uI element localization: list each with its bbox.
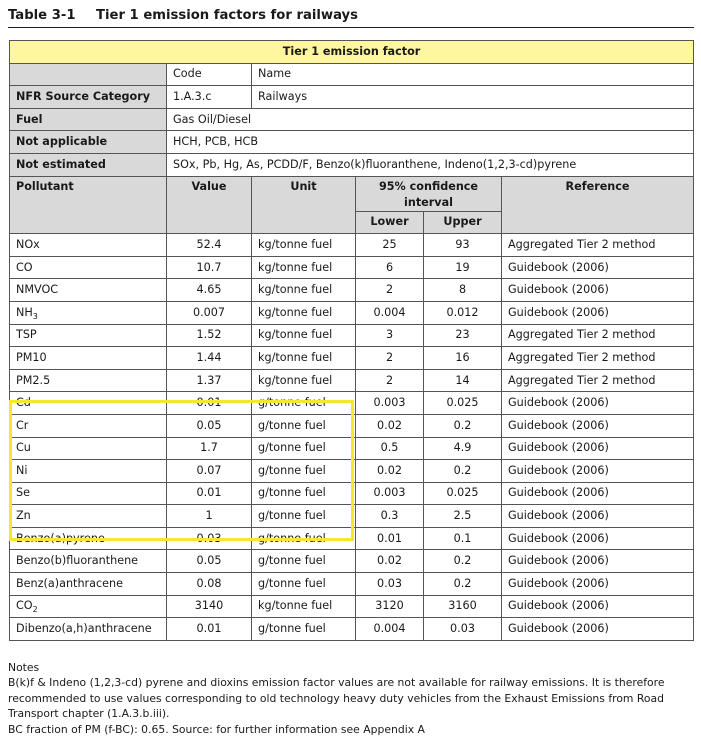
unit-cell: g/tonne fuel (252, 527, 356, 550)
lower-cell: 6 (356, 256, 424, 279)
lower-cell: 0.003 (356, 392, 424, 415)
reference-cell: Guidebook (2006) (502, 550, 694, 573)
value-cell: 0.01 (167, 392, 252, 415)
pollutant-cell: Se (10, 482, 167, 505)
unit-cell: g/tonne fuel (252, 505, 356, 528)
emission-factor-table (9, 40, 694, 641)
reference-cell: Guidebook (2006) (502, 256, 694, 279)
table-row (10, 437, 694, 460)
unit-cell: kg/tonne fuel (252, 324, 356, 347)
table-row (10, 482, 694, 505)
lower-cell: 0.03 (356, 573, 424, 596)
reference-cell: Guidebook (2006) (502, 279, 694, 302)
lower-header: Lower (356, 211, 424, 234)
nfr-name: Railways (252, 86, 694, 109)
table-title: Tier 1 emission factors for railways (96, 8, 359, 23)
unit-cell: kg/tonne fuel (252, 347, 356, 370)
value-cell: 0.08 (167, 573, 252, 596)
lower-cell: 3120 (356, 595, 424, 618)
lower-cell: 3 (356, 324, 424, 347)
notes-paragraph-2: BC fraction of PM (f-BC): 0.65. Source: for further information see Appendix A (8, 722, 425, 736)
not-applicable-label: Not applicable (10, 131, 167, 154)
table-row (10, 347, 694, 370)
pollutant-cell (10, 301, 167, 324)
value-cell: 4.65 (167, 279, 252, 302)
column-header-row (10, 176, 694, 211)
unit-cell: g/tonne fuel (252, 460, 356, 483)
lower-cell: 0.004 (356, 301, 424, 324)
pollutant-cell: Benz(a)anthracene (10, 573, 167, 596)
blank-cell (10, 63, 167, 86)
value-cell: 0.05 (167, 414, 252, 437)
title-row (10, 41, 694, 64)
pollutant-cell: Ni (10, 460, 167, 483)
reference-cell: Guidebook (2006) (502, 573, 694, 596)
reference-cell: Aggregated Tier 2 method (502, 369, 694, 392)
lower-cell: 2 (356, 347, 424, 370)
value-cell: 1.52 (167, 324, 252, 347)
table-number: Table 3-1 (8, 8, 76, 23)
value-cell: 1.44 (167, 347, 252, 370)
lower-cell: 0.004 (356, 618, 424, 641)
value-cell: 0.05 (167, 550, 252, 573)
not-estimated-label: Not estimated (10, 153, 167, 176)
pollutant-cell: PM10 (10, 347, 167, 370)
unit-cell: kg/tonne fuel (252, 369, 356, 392)
lower-cell: 2 (356, 279, 424, 302)
pollutant-name: CO (16, 599, 33, 613)
upper-cell: 3160 (424, 595, 502, 618)
lower-cell: 0.02 (356, 414, 424, 437)
upper-header: Upper (424, 211, 502, 234)
table-heading: Tier 1 emission factor (10, 41, 694, 64)
pollutant-cell: Cu (10, 437, 167, 460)
unit-header: Unit (252, 176, 356, 234)
upper-cell: 4.9 (424, 437, 502, 460)
lower-cell: 0.5 (356, 437, 424, 460)
unit-cell: g/tonne fuel (252, 618, 356, 641)
upper-cell: 23 (424, 324, 502, 347)
table-row (10, 573, 694, 596)
unit-cell: kg/tonne fuel (252, 256, 356, 279)
unit-cell: kg/tonne fuel (252, 234, 356, 257)
pollutant-cell: Cr (10, 414, 167, 437)
reference-cell: Guidebook (2006) (502, 301, 694, 324)
upper-cell: 19 (424, 256, 502, 279)
unit-cell: g/tonne fuel (252, 550, 356, 573)
nfr-row (10, 86, 694, 109)
unit-cell: g/tonne fuel (252, 573, 356, 596)
reference-cell: Aggregated Tier 2 method (502, 234, 694, 257)
not-applicable-value: HCH, PCB, HCB (167, 131, 694, 154)
lower-cell: 25 (356, 234, 424, 257)
upper-cell: 0.2 (424, 573, 502, 596)
pollutant-cell: NOx (10, 234, 167, 257)
reference-cell: Guidebook (2006) (502, 392, 694, 415)
fuel-label: Fuel (10, 108, 167, 131)
pollutant-cell: PM2.5 (10, 369, 167, 392)
pollutant-cell: Benzo(b)fluoranthene (10, 550, 167, 573)
pollutant-cell (10, 595, 167, 618)
upper-cell: 16 (424, 347, 502, 370)
reference-cell: Guidebook (2006) (502, 618, 694, 641)
upper-cell: 14 (424, 369, 502, 392)
pollutant-cell: CO (10, 256, 167, 279)
pollutant-subscript: 3 (32, 311, 38, 321)
pollutant-cell: NMVOC (10, 279, 167, 302)
unit-cell: g/tonne fuel (252, 482, 356, 505)
table-row (10, 234, 694, 257)
upper-cell: 0.2 (424, 550, 502, 573)
value-cell: 1.37 (167, 369, 252, 392)
reference-cell: Guidebook (2006) (502, 414, 694, 437)
table-row (10, 392, 694, 415)
unit-cell: kg/tonne fuel (252, 595, 356, 618)
not-estimated-value: SOx, Pb, Hg, As, PCDD/F, Benzo(k)fluoranthene, Indeno(1,2,3-cd)pyrene (167, 153, 694, 176)
unit-cell: kg/tonne fuel (252, 301, 356, 324)
confidence-interval-header: 95% confidence interval (356, 176, 502, 211)
reference-cell: Guidebook (2006) (502, 527, 694, 550)
table-row (10, 324, 694, 347)
reference-cell: Guidebook (2006) (502, 437, 694, 460)
not-estimated-row (10, 153, 694, 176)
lower-cell: 0.02 (356, 460, 424, 483)
pollutant-name: NH (16, 305, 33, 319)
lower-cell: 0.3 (356, 505, 424, 528)
table-caption (8, 8, 694, 28)
pollutant-cell: Cd (10, 392, 167, 415)
reference-cell: Aggregated Tier 2 method (502, 347, 694, 370)
notes-paragraph-1: B(k)f & Indeno (1,2,3-cd) pyrene and dioxins emission factor values are not available for railway emissions. It is therefore recommended to use values corresponding to old technology heavy duty vehicles from the Exhaust Emissions from Road Transport chapter (1.A.3.b.iii). (8, 676, 665, 721)
fuel-value: Gas Oil/Diesel (167, 108, 694, 131)
lower-cell: 0.003 (356, 482, 424, 505)
upper-cell: 0.025 (424, 392, 502, 415)
lower-cell: 0.02 (356, 550, 424, 573)
table-row (10, 414, 694, 437)
value-cell: 0.01 (167, 482, 252, 505)
pollutant-cell: Zn (10, 505, 167, 528)
value-cell: 1.7 (167, 437, 252, 460)
value-cell: 1 (167, 505, 252, 528)
upper-cell: 0.03 (424, 618, 502, 641)
table-row (10, 618, 694, 641)
lower-cell: 2 (356, 369, 424, 392)
reference-cell: Guidebook (2006) (502, 460, 694, 483)
pollutant-subscript: 2 (32, 605, 38, 615)
table-row (10, 460, 694, 483)
pollutant-cell: TSP (10, 324, 167, 347)
reference-cell: Guidebook (2006) (502, 482, 694, 505)
value-cell: 10.7 (167, 256, 252, 279)
reference-header: Reference (502, 176, 694, 234)
value-cell: 3140 (167, 595, 252, 618)
upper-cell: 8 (424, 279, 502, 302)
value-header: Value (167, 176, 252, 234)
reference-cell: Guidebook (2006) (502, 595, 694, 618)
not-applicable-row (10, 131, 694, 154)
reference-cell: Guidebook (2006) (502, 505, 694, 528)
pollutant-cell: Benzo(a)pyrene (10, 527, 167, 550)
value-cell: 0.03 (167, 527, 252, 550)
name-label: Name (252, 63, 694, 86)
pollutant-cell: Dibenzo(a,h)anthracene (10, 618, 167, 641)
upper-cell: 0.2 (424, 414, 502, 437)
upper-cell: 93 (424, 234, 502, 257)
upper-cell: 0.025 (424, 482, 502, 505)
table-row (10, 595, 694, 618)
unit-cell: g/tonne fuel (252, 437, 356, 460)
code-label: Code (167, 63, 252, 86)
fuel-row (10, 108, 694, 131)
lower-cell: 0.01 (356, 527, 424, 550)
value-cell: 0.01 (167, 618, 252, 641)
table-row (10, 301, 694, 324)
table-row (10, 505, 694, 528)
upper-cell: 0.1 (424, 527, 502, 550)
unit-cell: kg/tonne fuel (252, 279, 356, 302)
code-name-header-row (10, 63, 694, 86)
table-row (10, 279, 694, 302)
value-cell: 0.07 (167, 460, 252, 483)
notes (8, 660, 694, 737)
table-row (10, 550, 694, 573)
table-row (10, 527, 694, 550)
nfr-label: NFR Source Category (10, 86, 167, 109)
table-row (10, 256, 694, 279)
upper-cell: 2.5 (424, 505, 502, 528)
pollutant-header: Pollutant (10, 176, 167, 234)
unit-cell: g/tonne fuel (252, 392, 356, 415)
upper-cell: 0.012 (424, 301, 502, 324)
unit-cell: g/tonne fuel (252, 414, 356, 437)
value-cell: 0.007 (167, 301, 252, 324)
table-row (10, 369, 694, 392)
nfr-code: 1.A.3.c (167, 86, 252, 109)
value-cell: 52.4 (167, 234, 252, 257)
notes-heading: Notes (8, 661, 40, 674)
reference-cell: Aggregated Tier 2 method (502, 324, 694, 347)
upper-cell: 0.2 (424, 460, 502, 483)
